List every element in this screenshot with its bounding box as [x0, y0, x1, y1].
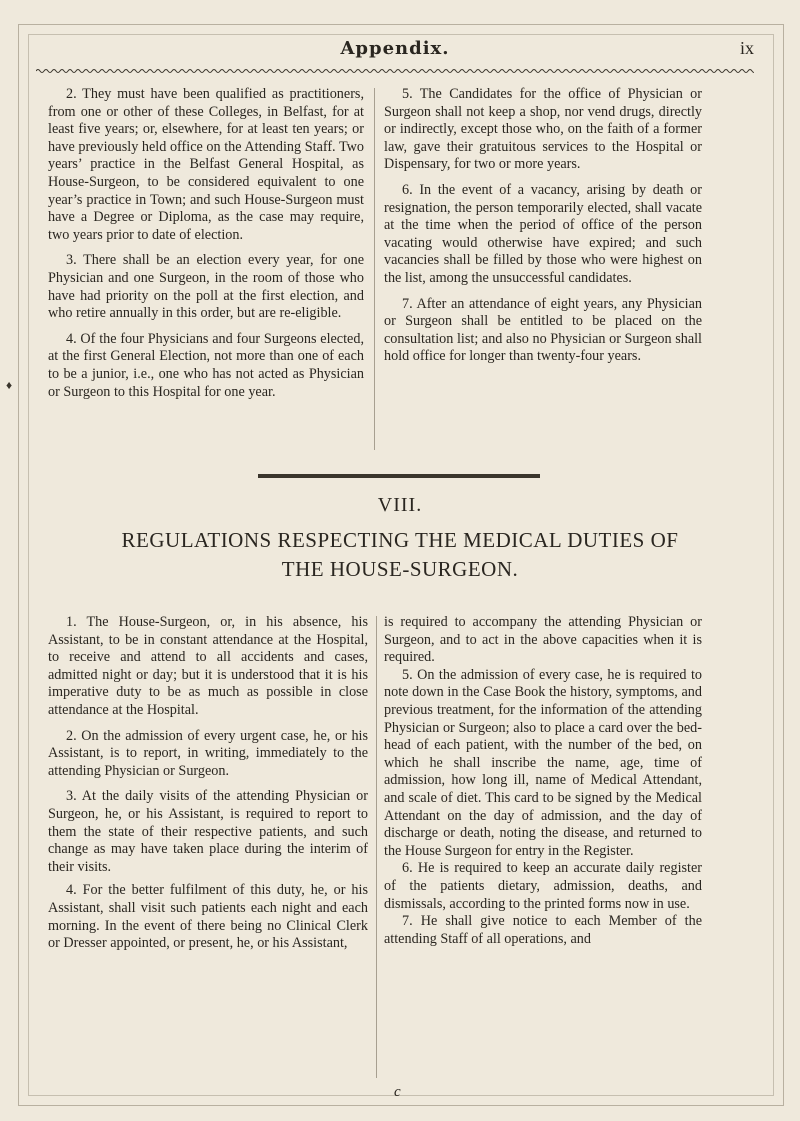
wavy-rule	[36, 68, 754, 74]
lower-left-column	[48, 614, 368, 953]
rule-paragraph: 4. For the better fulfilment of this duty, he, or his Assistant, shall visit such patients each night and each morning. In the event of there being no Clinical Clerk or Dresser appointed, or present, he, or his Assistant,	[48, 882, 368, 952]
section-title	[40, 526, 760, 584]
rule-paragraph: 3. There shall be an election every year, for one Physician and one Surgeon, in the room of those who have had priority on the poll at the first election, and who retire annually in this order, but are re-eligible.	[48, 252, 364, 322]
upper-left-column	[48, 86, 364, 409]
lower-right-column	[384, 614, 702, 948]
rule-paragraph: 5. The Candidates for the office of Physician or Surgeon shall not keep a shop, nor vend drugs, directly or indirectly, except those who, on the faith of a former law, gave their gratuitous services to the Hospital or Dispensary, for two or more years.	[384, 86, 702, 173]
rule-paragraph: 6. In the event of a vacancy, arising by death or resignation, the person temporarily elected, shall vacate at the time when the period of office of the person vacating would otherwise have expired; and such vacancies shall be filled by those who were highest on the list, among the unsuccessful candidates.	[384, 181, 702, 286]
rule-paragraph: is required to accompany the attending Physician or Surgeon, and to act in the above capacities when it is required.	[384, 614, 702, 666]
rule-paragraph: 2. On the admission of every urgent case, he, or his Assistant, is to report, in writing, immediately to the attending Physician or Surgeon.	[48, 727, 368, 779]
upper-right-column	[384, 86, 702, 374]
running-head: Appendix.	[340, 38, 450, 59]
section-rule	[258, 474, 540, 478]
rule-paragraph: 2. They must have been qualified as practitioners, from one or other of these Colleges, in Belfast, for at least five years; or, elsewhere, for at least ten years; or have previously held office on the Attending Staff. Two years’ practice in the Belfast General Hospital, as House-Surgeon, to be considered equivalent to one year’s practice in Town; and such House-Surgeon must have a Degree or Diploma, as the case may require, two years prior to date of election.	[48, 86, 364, 243]
signature-mark: c	[394, 1084, 401, 1100]
rule-paragraph: 7. He shall give notice to each Member of the attending Staff of all operations, and	[384, 913, 702, 947]
column-divider	[376, 616, 377, 1078]
rule-paragraph: 4. Of the four Physicians and four Surgeons elected, at the first General Election, not more than one of each to be a junior, i.e., one who has not acted as Physician or Surgeon to this Hospital for one year.	[48, 330, 364, 400]
rule-paragraph: 7. After an attendance of eight years, any Physician or Surgeon shall be entitled to be placed on the consultation list; and also no Physician or Surgeon shall hold office for longer than twenty-four years.	[384, 295, 702, 365]
column-divider	[374, 88, 375, 450]
section-title-line: THE HOUSE-SURGEON.	[281, 557, 519, 581]
rule-paragraph: 6. He is required to keep an accurate daily register of the patients dietary, admission, deaths, and dismissals, according to the printed forms now in use.	[384, 860, 702, 912]
rule-paragraph: 5. On the admission of every case, he is required to note down in the Case Book the history, symptoms, and previous treatment, for the information of the attending Physician or Surgeon; also to place a card over the bed-head of each patient, with the number of the bed, on which he shall inscribe the name, age, time of admission, how long ill, name of Medical Attendant, and scale of diet. This card to be signed by the Medical Attendant on the day of admission, and the day of discharge or death, noting the disease, and returned to the House Surgeon for entry in the Register.	[384, 666, 702, 859]
rule-paragraph: 3. At the daily visits of the attending Physician or Surgeon, he, or his Assistant, is required to report to them the state of their respective patients, and such change as may have taken place during the interim of their visits.	[48, 788, 368, 875]
margin-mark: ♦	[6, 378, 13, 392]
section-number: VIII.	[377, 494, 423, 516]
page-header	[36, 34, 754, 60]
page-number: ix	[739, 38, 754, 58]
section-title-line: REGULATIONS RESPECTING THE MEDICAL DUTIES OF	[121, 528, 679, 552]
rule-paragraph: 1. The House-Surgeon, or, in his absence, his Assistant, to be in constant attendance at the Hospital, to receive and attend to all accidents and cases, admitted night or day; but it is understood that it is his imperative duty to be as much as possible in close attendance at the Hospital.	[48, 614, 368, 718]
